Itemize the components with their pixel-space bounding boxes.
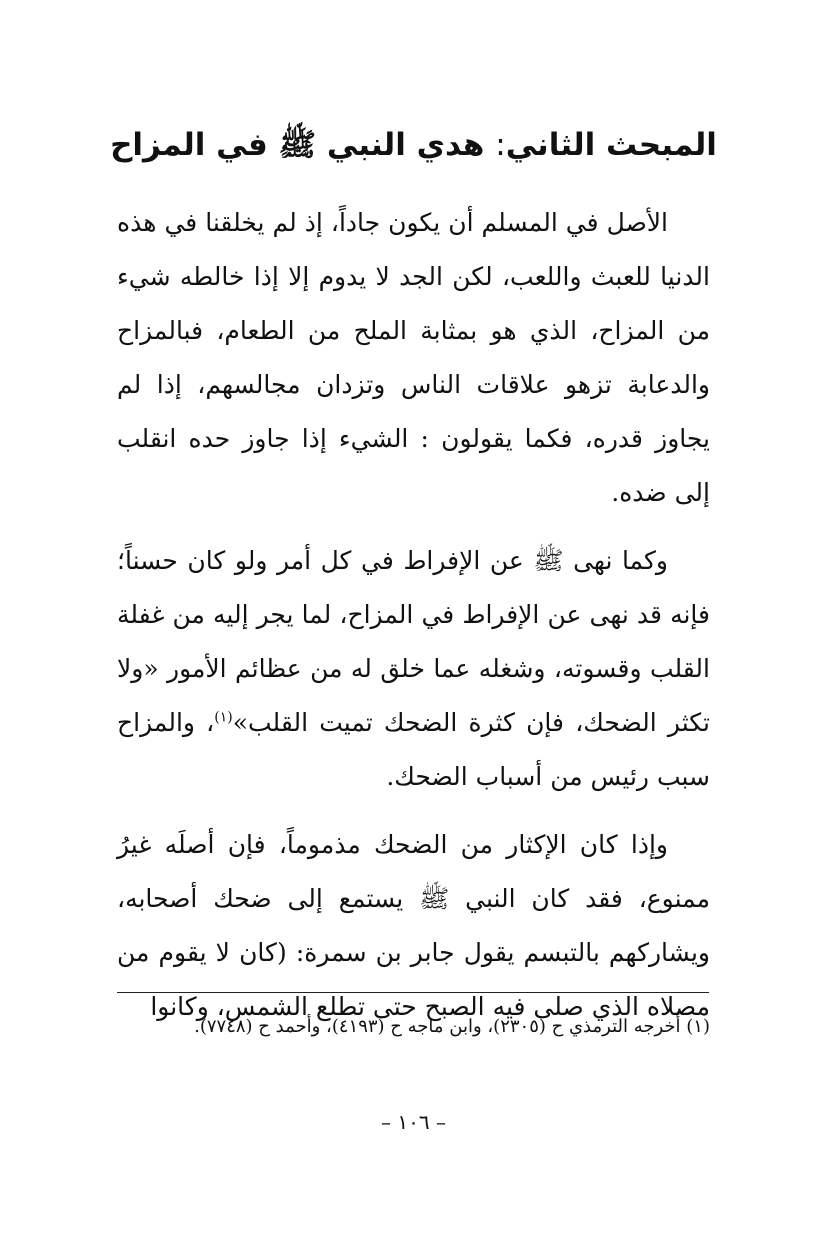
section-heading-label: المبحث الثاني <box>505 127 717 163</box>
footnote-divider <box>117 992 709 993</box>
paragraph-2 <box>117 534 710 804</box>
footnote-reference[interactable]: (١) <box>214 709 233 726</box>
footnote: (١) أخرجه الترمذي ح (٢٣٠٥)، وابن ماجه ح (٤١٩٣)، وأحمد ح (٧٧٤٨). <box>194 1016 710 1037</box>
section-heading-title: هدي النبي ﷺ في المزاح <box>110 127 485 163</box>
page-number: – ١٠٦ – <box>381 1110 446 1134</box>
paragraph-2-text-before: وكما نهى ﷺ عن الإفراط في كل أمر ولو كان حسناً؛ فإنه قد نهى عن الإفراط في المزاح، لما يجر إليه من غفلة القلب وقسوته، وشغله عما خلق له من عظائم الأمور «ولا تكثر الضحك، فإن كثرة الضحك تميت القلب» <box>117 546 710 737</box>
paragraph-3: وإذا كان الإكثار من الضحك مذموماً، فإن أصلَه غيرُ ممنوع، فقد كان النبي ﷺ يستمع إلى ضحك أصحابه، ويشاركهم بالتبسم يقول جابر بن سمرة: (كان لا يقوم من مصلاه الذي صلى فيه الصبح حتى تطلع الشمس، وكانوا <box>117 830 710 1021</box>
paragraph-2-text-after: ، والمزاح سبب رئيس من أسباب الضحك. <box>117 708 710 791</box>
paragraph-1: الأصل في المسلم أن يكون جاداً، إذ لم يخلقنا في هذه الدنيا للعبث واللعب، لكن الجد لا يدوم إلا إذا خالطه شيء من المزاح، الذي هو بمثابة الملح من الطعام، فبالمزاح والدعابة تزهو علاقات الناس وتزدان مجالسهم، إذا لم يجاوز قدره، فكما يقولون : الشيء إذا جاوز حده انقلب إلى ضده. <box>117 208 710 507</box>
section-heading-separator: : <box>495 127 506 163</box>
body-text <box>117 196 710 1048</box>
section-heading <box>110 118 717 172</box>
